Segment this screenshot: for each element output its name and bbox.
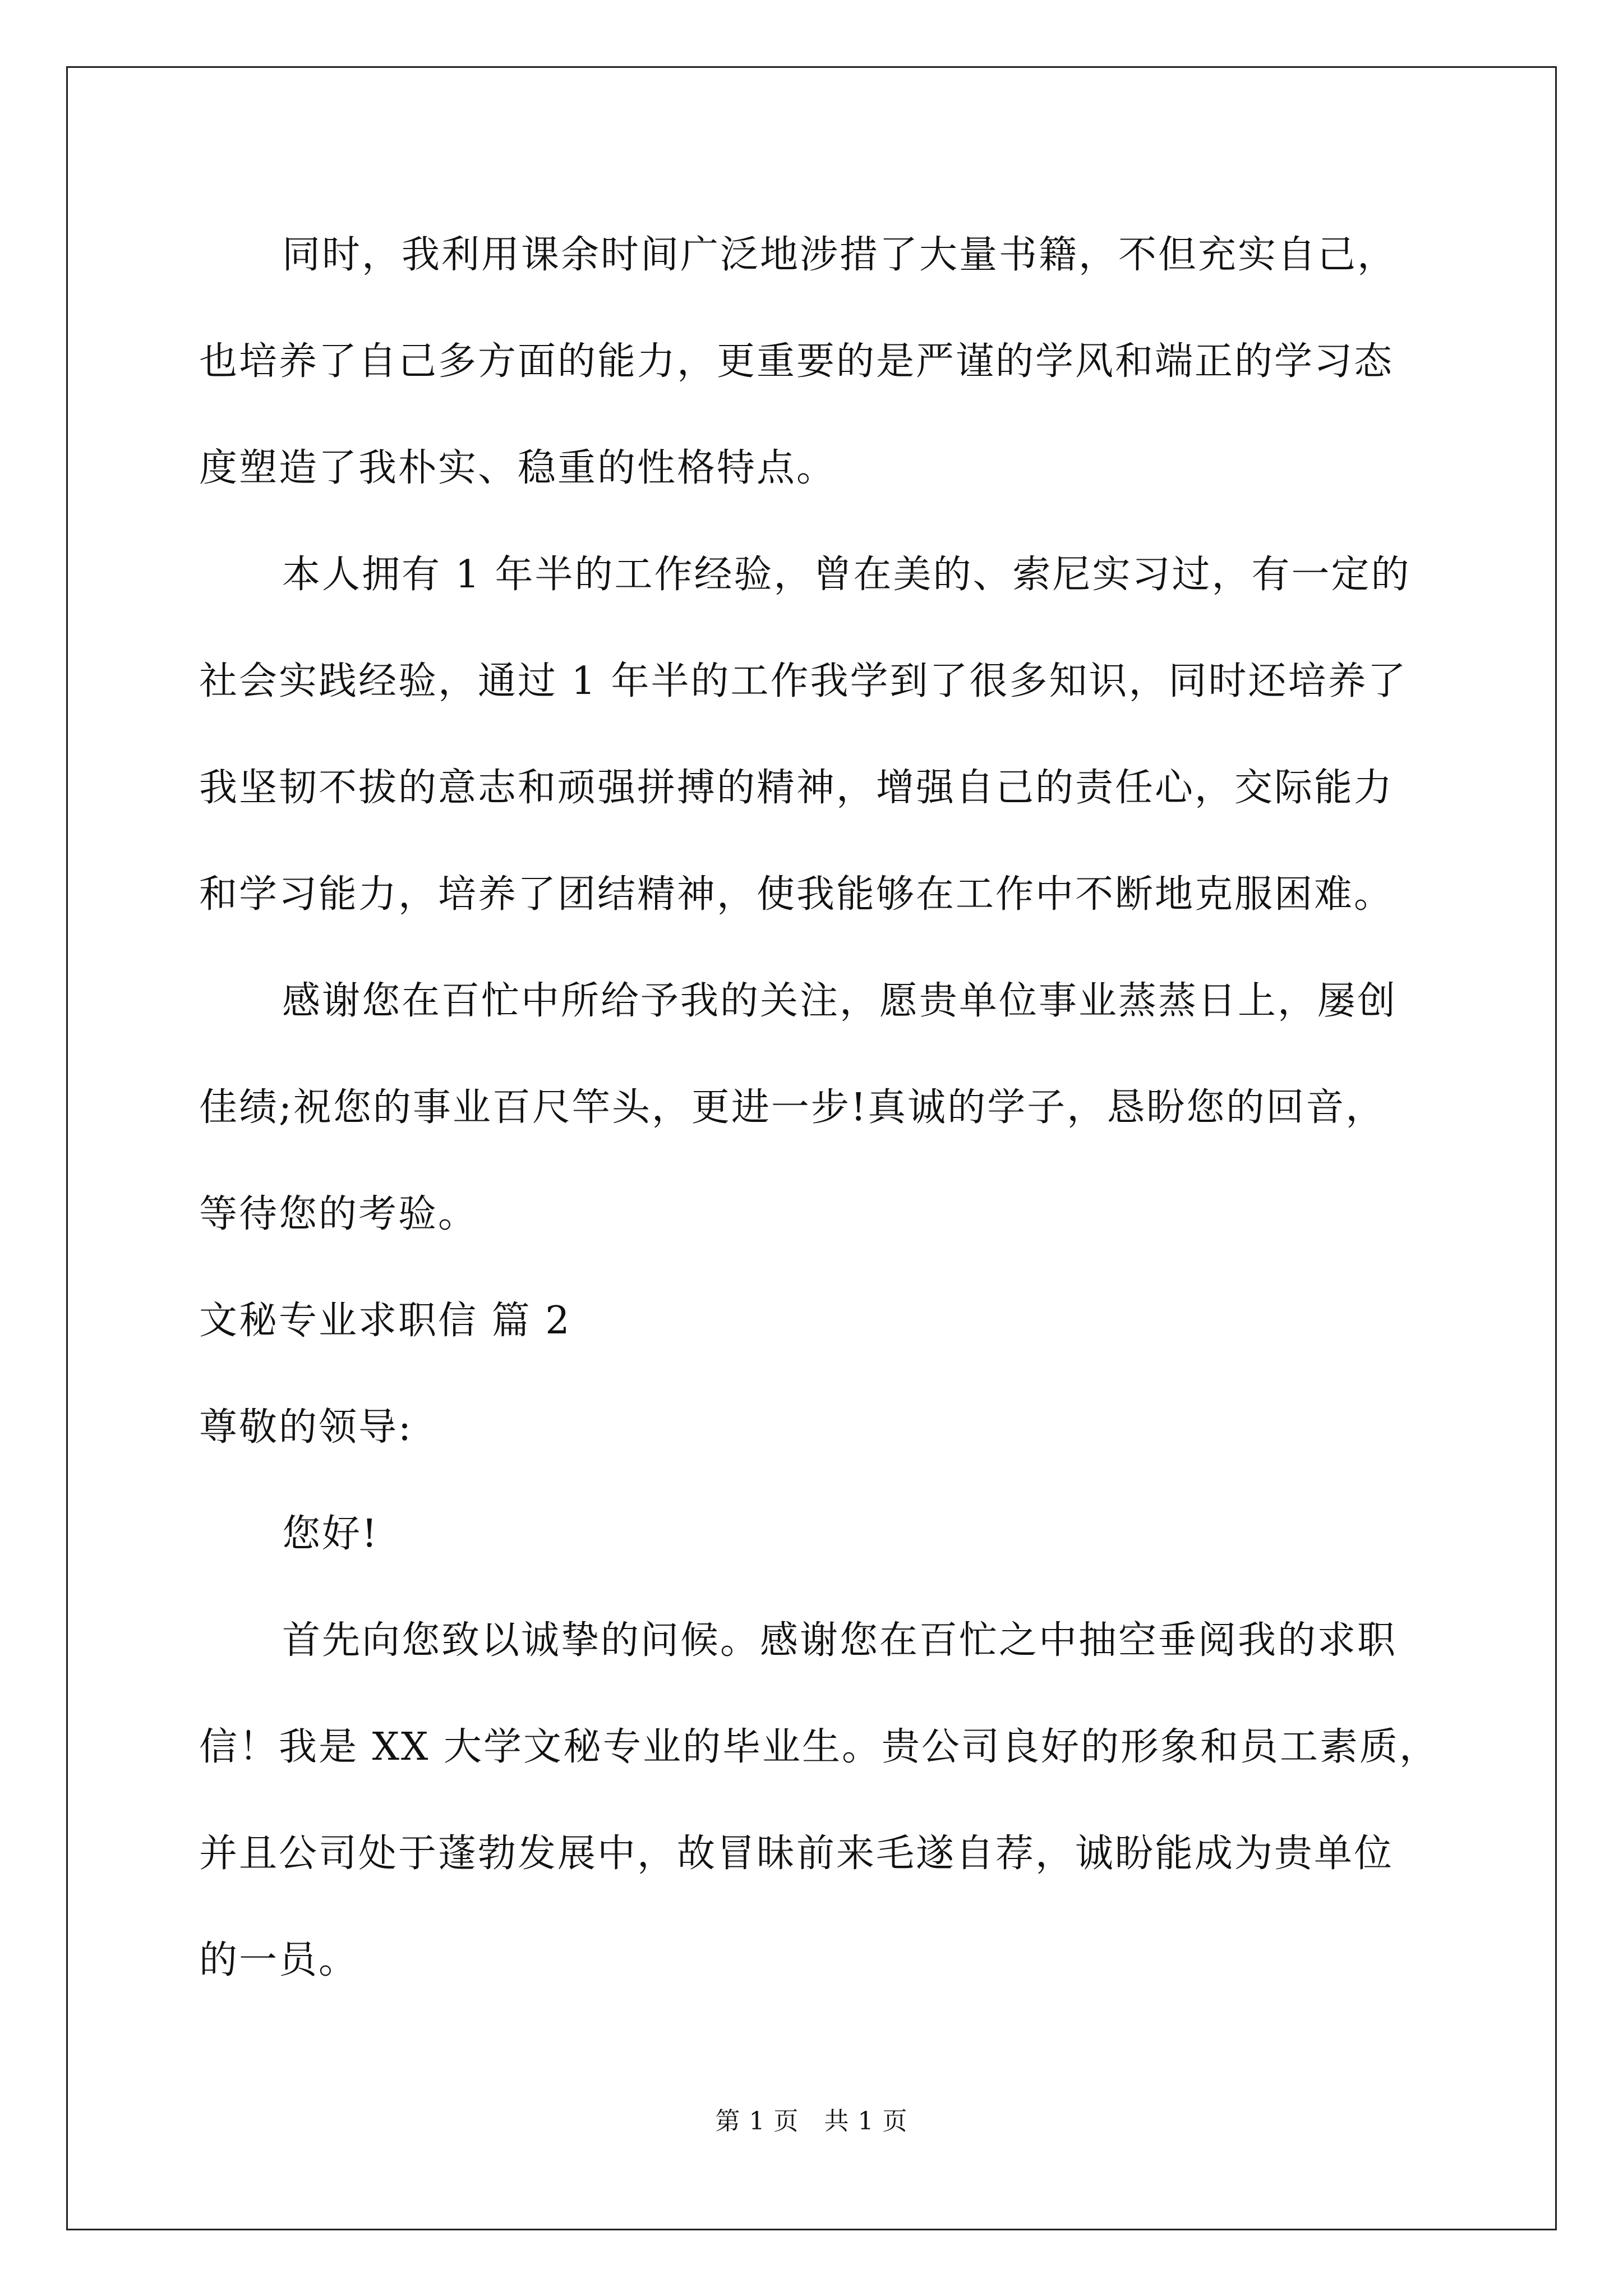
paragraph-line: 社会实践经验，通过 1 年半的工作我学到了很多知识，同时还培养了 <box>199 659 1408 703</box>
paragraph-line: 本人拥有 1 年半的工作经验，曾在美的、索尼实习过，有一定的 <box>282 553 1411 597</box>
document-body <box>199 202 1440 2014</box>
salutation: 尊敬的领导: <box>199 1405 413 1450</box>
paragraph-line: 也培养了自己多方面的能力，更重要的是严谨的学风和端正的学习态 <box>199 339 1394 384</box>
paragraph-line: 首先向您致以诚挚的问候。感谢您在百忙之中抽空垂阅我的求职 <box>282 1618 1398 1663</box>
page-number-footer: 第 1 页 共 1 页 <box>715 2107 908 2136</box>
paragraph-line: 等待您的考验。 <box>199 1192 478 1236</box>
paragraph-line: 的一员。 <box>199 1938 359 1982</box>
paragraph-line: 和学习能力，培养了团结精神，使我能够在工作中不断地克服困难。 <box>199 872 1394 917</box>
paragraph-line: 感谢您在百忙中所给予我的关注，愿贵单位事业蒸蒸日上，屡创 <box>282 979 1398 1023</box>
greeting: 您好! <box>282 1512 379 1556</box>
paragraph-line: 并且公司处于蓬勃发展中，故冒昧前来毛遂自荐，诚盼能成为贵单位 <box>199 1832 1394 1876</box>
paragraph-line: 度塑造了我朴实、稳重的性格特点。 <box>199 446 837 490</box>
paragraph-line: 佳绩;祝您的事业百尺竿头，更进一步!真诚的学子，恳盼您的回音， <box>199 1085 1386 1130</box>
paragraph-line: 信！我是 XX 大学文秘专业的毕业生。贵公司良好的形象和员工素质， <box>199 1725 1440 1769</box>
paragraph-line: 我坚韧不拔的意志和顽强拼搏的精神，增强自己的责任心，交际能力 <box>199 766 1394 810</box>
paragraph-line: 同时，我利用课余时间广泛地涉措了大量书籍，不但充实自己， <box>282 233 1398 277</box>
section-heading: 文秘专业求职信 篇 2 <box>199 1299 571 1343</box>
